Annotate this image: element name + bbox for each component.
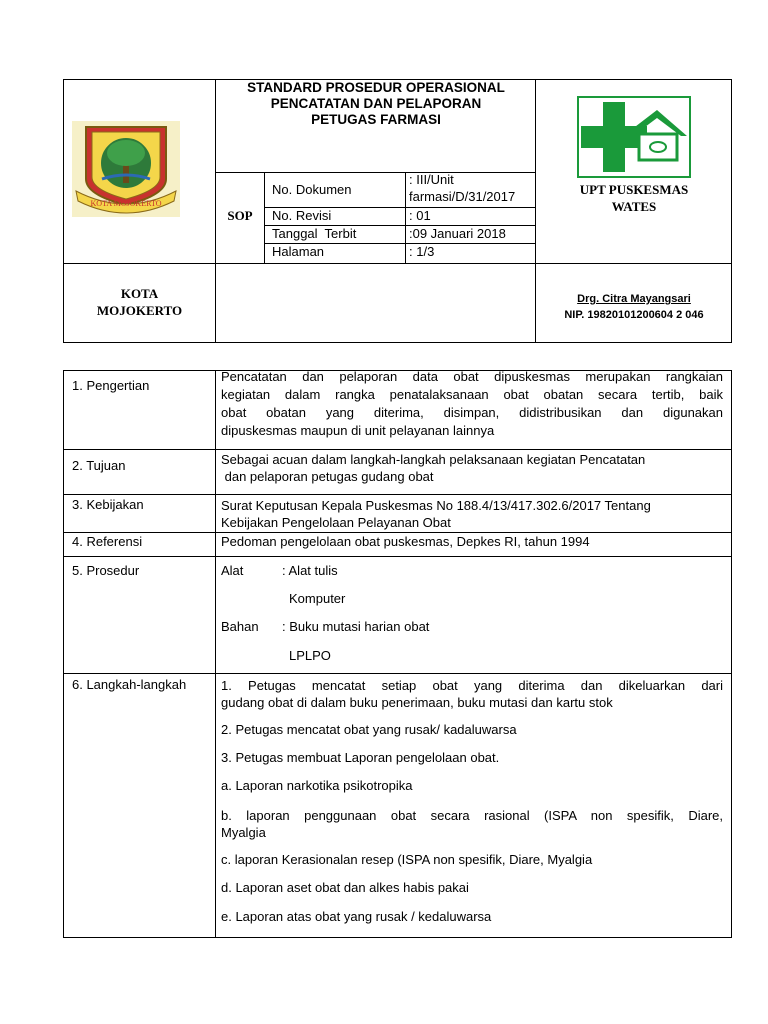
langkah-item-1: [221, 677, 723, 711]
kebijakan-line-1: Surat Keputusan Kepala Puskesmas No 188.4/13/417.302.6/2017 Tentang: [221, 498, 651, 513]
city-name: [64, 285, 215, 319]
tujuan-line-1: Sebagai acuan dalam langkah-langkah pelaksanaan kegiatan Pencatatan: [221, 452, 646, 467]
sop-label: SOP: [227, 208, 253, 223]
langkah-item-b-line-1: b. laporan penggunaan obat secara rasional (ISPA non spesifik, Diare,: [221, 808, 723, 823]
title-line-1: STANDARD PROSEDUR OPERASIONAL: [247, 80, 505, 95]
row-label-prosedur: 5. Prosedur: [72, 563, 140, 578]
langkah-item-b: [221, 807, 723, 841]
row-content-pengertian: [221, 368, 723, 440]
meta-label-halaman: Halaman: [272, 244, 325, 259]
prosedur-bahan-item-2: LPLPO: [289, 648, 331, 663]
city-line-2: MOJOKERTO: [96, 303, 183, 318]
row-label-langkah: 6. Langkah-langkah: [72, 677, 187, 692]
langkah-item-a: a. Laporan narkotika psikotropika: [221, 778, 413, 793]
org-line-1: UPT PUSKESMAS: [579, 182, 689, 197]
prosedur-bahan-label: Bahan: [221, 619, 259, 634]
row-content-referensi: Pedoman pengelolaan obat puskesmas, Depkes RI, tahun 1994: [221, 534, 590, 549]
signer-nip: NIP. 19820101200604 2 046: [564, 309, 704, 321]
meta-label-dokumen: No. Dokumen: [272, 182, 352, 197]
city-line-1: KOTA: [120, 286, 159, 301]
langkah-item-1-line-2: gudang obat di dalam buku penerimaan, buku mutasi dan kartu stok: [221, 695, 613, 710]
meta-label-revisi: No. Revisi: [272, 208, 332, 223]
kebijakan-line-2: Kebijakan Pengelolaan Pelayanan Obat: [221, 515, 451, 530]
pengertian-line-1: Pencatatan dan pelaporan data obat dipuskesmas merupakan rangkaian: [221, 369, 723, 384]
signer-name: Drg. Citra Mayangsari: [577, 293, 691, 305]
org-line-2: WATES: [611, 199, 657, 214]
langkah-item-3: 3. Petugas membuat Laporan pengelolaan obat.: [221, 750, 500, 765]
langkah-item-d: d. Laporan aset obat dan alkes habis pakai: [221, 880, 469, 895]
title-line-2: PENCATATAN DAN PELAPORAN: [270, 96, 482, 111]
pengertian-line-3: obat obatan yang diterima, disimpan, didistribusikan dan digunakan: [221, 405, 723, 420]
row-content-tujuan: [221, 451, 723, 485]
meta-value-terbit: :09 Januari 2018: [409, 226, 506, 241]
prosedur-alat-item-2: Komputer: [289, 591, 346, 606]
langkah-item-2: 2. Petugas mencatat obat yang rusak/ kadaluwarsa: [221, 722, 517, 737]
puskesmas-logo: [577, 96, 691, 178]
meta-label-terbit: Tanggal Terbit: [272, 226, 357, 241]
pengertian-line-2: kegiatan dalam rangka penatalaksanaan obat obatan secara tertib, baik: [221, 387, 723, 402]
emblem-ribbon-text: KOTA MOJOKERTO: [90, 199, 162, 208]
pengertian-line-4: dipuskesmas maupun di unit pelayanan lainnya: [221, 423, 495, 438]
meta-value-halaman: : 1/3: [409, 244, 435, 259]
row-label-tujuan: 2. Tujuan: [72, 458, 126, 473]
langkah-item-1-line-1: 1. Petugas mencatat setiap obat yang diterima dan dikeluarkan dari: [221, 678, 723, 693]
row-label-referensi: 4. Referensi: [72, 534, 143, 549]
prosedur-alat-label: Alat: [221, 563, 244, 578]
kota-mojokerto-emblem: [72, 121, 180, 217]
row-label-pengertian: 1. Pengertian: [72, 378, 150, 393]
sop-title: [216, 80, 536, 128]
meta-value-dokumen-2: farmasi/D/31/2017: [409, 189, 516, 204]
org-name: [536, 181, 732, 215]
tujuan-line-2: dan pelaporan petugas gudang obat: [221, 469, 434, 484]
prosedur-alat-item-1: : Alat tulis: [282, 563, 338, 578]
row-content-kebijakan: [221, 497, 723, 531]
langkah-item-c: c. laporan Kerasionalan resep (ISPA non spesifik, Diare, Myalgia: [221, 852, 593, 867]
langkah-item-b-line-2: Myalgia: [221, 825, 266, 840]
prosedur-bahan-item-1: : Buku mutasi harian obat: [282, 619, 430, 634]
meta-value-revisi: : 01: [409, 208, 431, 223]
title-line-3: PETUGAS FARMASI: [311, 112, 441, 127]
langkah-item-e: e. Laporan atas obat yang rusak / kedaluwarsa: [221, 909, 492, 924]
row-label-kebijakan: 3. Kebijakan: [72, 497, 144, 512]
meta-value-dokumen-1: : III/Unit: [409, 172, 454, 187]
